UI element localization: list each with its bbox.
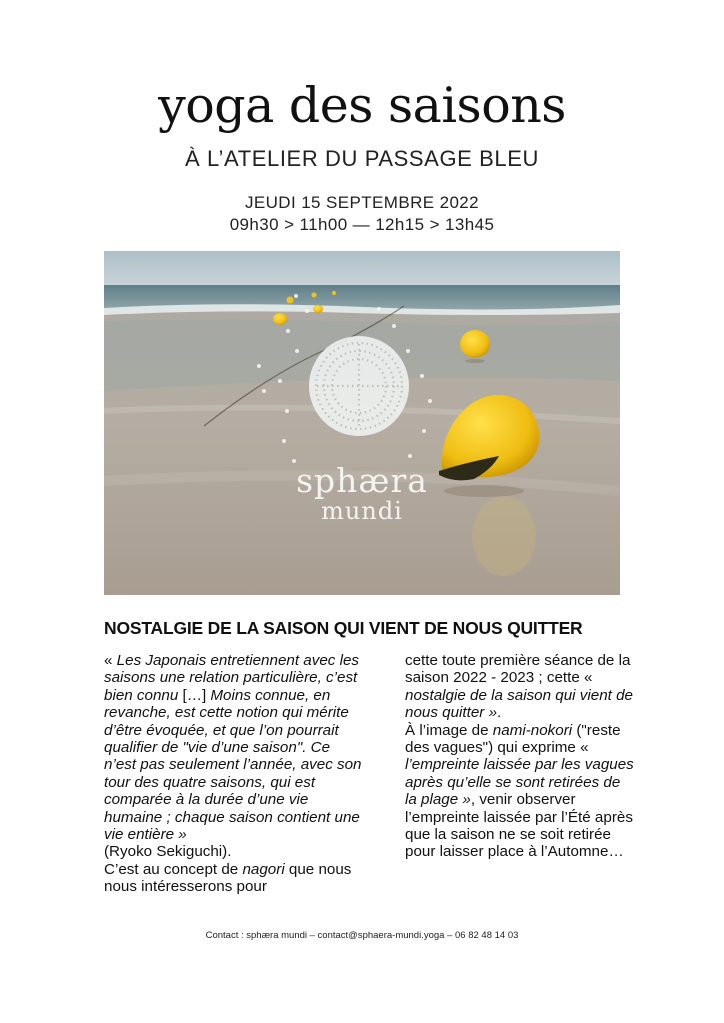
text-column-right bbox=[405, 652, 635, 861]
quote-ellipsis: […] bbox=[178, 686, 211, 704]
event-date: JEUDI 15 SEPTEMBRE 2022 bbox=[244, 193, 480, 212]
text-column-left bbox=[104, 652, 364, 896]
nami-quote: l’empreinte laissée par les vagues après qu’elle se sont retirées de la plage » bbox=[405, 756, 634, 809]
nami-text-3: , venir observer l’empreinte laissée par l’Été après que la saison ne se soit retirée pour laisser place à l’Automne… bbox=[405, 791, 633, 861]
season-text: cette toute première séance de la saison 2022 - 2023 ; cette « bbox=[405, 652, 631, 687]
nami-term: nami-nokori bbox=[492, 721, 573, 739]
season-paragraph bbox=[405, 652, 635, 722]
footer-contact: Contact : sphæra mundi – contact@sphaera-mundi.yoga – 06 82 48 14 03 bbox=[205, 930, 519, 941]
quote-open: « bbox=[104, 652, 117, 669]
quote-attribution: (Ryoko Sekiguchi). bbox=[104, 843, 232, 861]
concept-text-2: que nous nous intéresserons pour bbox=[104, 860, 352, 896]
nami-text-1: À l’image de bbox=[405, 721, 493, 739]
beach-photo bbox=[104, 251, 620, 595]
concept-text-1: C’est au concept de bbox=[104, 860, 243, 878]
section-heading: NOSTALGIE DE LA SAISON QUI VIENT DE NOUS QUITTER bbox=[104, 618, 583, 638]
nami-text-2: ("reste des vagues") qui exprime « bbox=[405, 721, 621, 757]
event-times: 09h30 > 11h00 — 12h15 > 13h45 bbox=[229, 215, 495, 234]
nami-paragraph bbox=[405, 722, 635, 861]
venue-subtitle: À L’ATELIER DU PASSAGE BLEU bbox=[184, 146, 540, 171]
logo-line-mundi: mundi bbox=[321, 497, 403, 525]
page-title: yoga des saisons bbox=[158, 77, 566, 134]
quote-part-1: Les Japonais entretiennent avec les saisons une relation particulière, c’est bien connu bbox=[104, 652, 359, 704]
logo-line-sphaera: sphæra bbox=[296, 461, 428, 500]
concept-nagori: nagori bbox=[242, 860, 285, 878]
concept-paragraph bbox=[104, 861, 364, 896]
quote-paragraph bbox=[104, 652, 364, 843]
season-period: . bbox=[497, 704, 502, 722]
quote-part-2: Moins connue, en revanche, est cette notion qui mérite d’être évoquée, et que l’on pourrait qualifier de "vie d’une saison". Ce n’est pas seulement l’année, avec son tour des quatre saisons, qui est comparée à la durée d’une vie humaine ; chaque saison contient une vie entière » bbox=[104, 686, 362, 844]
season-nostalgia: nostalgie de la saison qui vient de nous quitter » bbox=[405, 686, 633, 722]
